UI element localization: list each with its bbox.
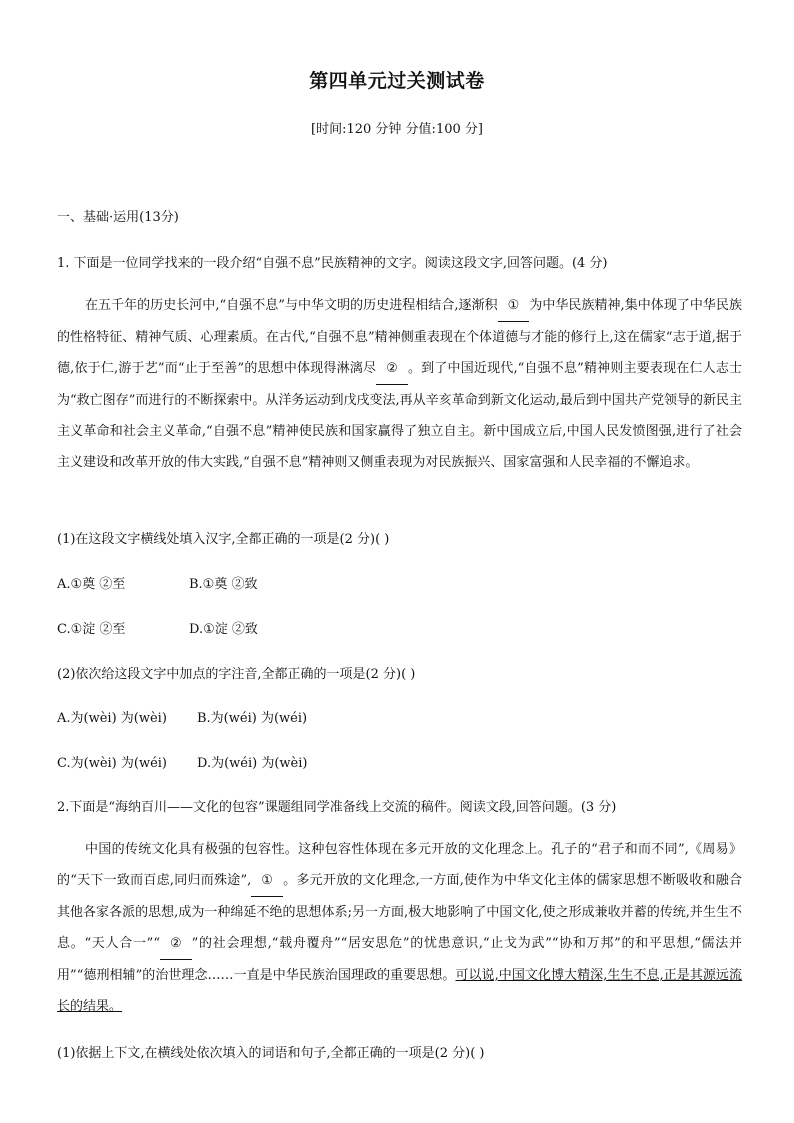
options-row — [57, 752, 307, 771]
option-c: C.①淀 ②至 — [57, 622, 126, 637]
fill-blank-2: ② — [376, 353, 408, 385]
option-d: D.①淀 ②致 — [189, 622, 258, 637]
fill-blank-1: ① — [251, 865, 283, 897]
question-1-stem: 1. 下面是一位同学找来的一段介绍“自强不息”民族精神的文字。阅读这段文字,回答问题。(4 分) — [57, 256, 608, 271]
section-heading: 一、基础·运用(13分) — [57, 210, 179, 225]
option-a: A.①奠 ②至 — [57, 577, 126, 592]
passage-text: 。多元开放的文化理念,一方面,使作为中华文化主体的儒家思想不断吸收和融合其他各家各派的思想,成为一种绵延不绝的思想体系;另一方面,极大地影响了中国文化,使之形成兼收并蓄的传统,并生生不息。“天人合一”“ — [57, 873, 743, 951]
fill-blank-2: ② — [160, 928, 192, 960]
question-2-stem: 2.下面是“海纳百川——文化的包容”课题组同学准备线上交流的稿件。阅读文段,回答问题。(3 分) — [57, 800, 617, 815]
question-1-sub-2: (2)依次给这段文字中加点的字注音,全都正确的一项是(2 分)( ) — [57, 667, 416, 682]
option-b: B.①奠 ②致 — [189, 577, 258, 592]
options-row — [57, 573, 257, 592]
option-b: B.为(wéi) 为(wéi) — [197, 711, 308, 726]
underlined-sentence: 可以说,中国文化博大精深,生生不息,正是其源远流长的结果。 — [57, 968, 742, 1014]
passage-text: 。到了中国近现代,“自强不息”精神则主要表现在仁人志士为“救亡图存”而进行的不断探索中。从洋务运动到戊戌变法,再从辛亥革命到新文化运动,最后到中国共产党领导的新民主主义革命和社会主义革命,“自强不息”精神使民族和国家赢得了独立自主。新中国成立后,中国人民发愤图强,进行了社会主义建设和改革开放的伟大实践,“自强不息”精神则又侧重表现为对民族振兴、国家富强和人民幸福的不懈追求。 — [57, 361, 742, 470]
options-row — [57, 618, 258, 637]
option-d: D.为(wéi) 为(wèi) — [197, 756, 308, 771]
options-row — [57, 707, 307, 726]
page-title: 第四单元过关测试卷 — [309, 70, 485, 92]
passage-text: 在五千年的历史长河中,“自强不息”与中华文明的历史进程相结合,逐渐积 — [85, 298, 498, 313]
option-a: A.为(wèi) 为(wèi) — [57, 711, 167, 726]
passage-text: 中国的传统文化具有极强的包容性。这种包容性体现在多元开放的文化理念上。孔子的“君子和而不同”,《周易》的“天下一致而百虑,同归而殊途”, — [57, 842, 742, 888]
question-1-sub-1: (1)在这段文字横线处填入汉字,全都正确的一项是(2 分)( ) — [57, 532, 390, 547]
exam-meta: [时间:120 分钟 分值:100 分] — [311, 122, 483, 137]
passage-text: ”的社会理想,“载舟覆舟”“居安思危”的忧患意识,“止戈为武”“协和万邦”的和平思想,“儒法并用”“德刑相辅”的治世理念……一直是中华民族治国理政的重要思想。 — [57, 936, 742, 983]
question-2-sub-1: (1)依据上下文,在横线处依次填入的词语和句子,全都正确的一项是(2 分)( ) — [57, 1046, 485, 1061]
question-2-passage — [57, 834, 742, 1022]
option-c: C.为(wèi) 为(wéi) — [57, 756, 167, 771]
fill-blank-1: ① — [498, 290, 530, 322]
passage-text: 为中华民族精神,集中体现了中华民族的性格特征、精神气质、心理素质。在古代,“自强不息”精神侧重表现在个体道德与才能的修行上,这在儒家“志于道,据于德,依于仁,游于艺”而“止于至善”的思想中体现得淋漓尽 — [57, 298, 742, 376]
question-1-passage — [57, 290, 742, 478]
